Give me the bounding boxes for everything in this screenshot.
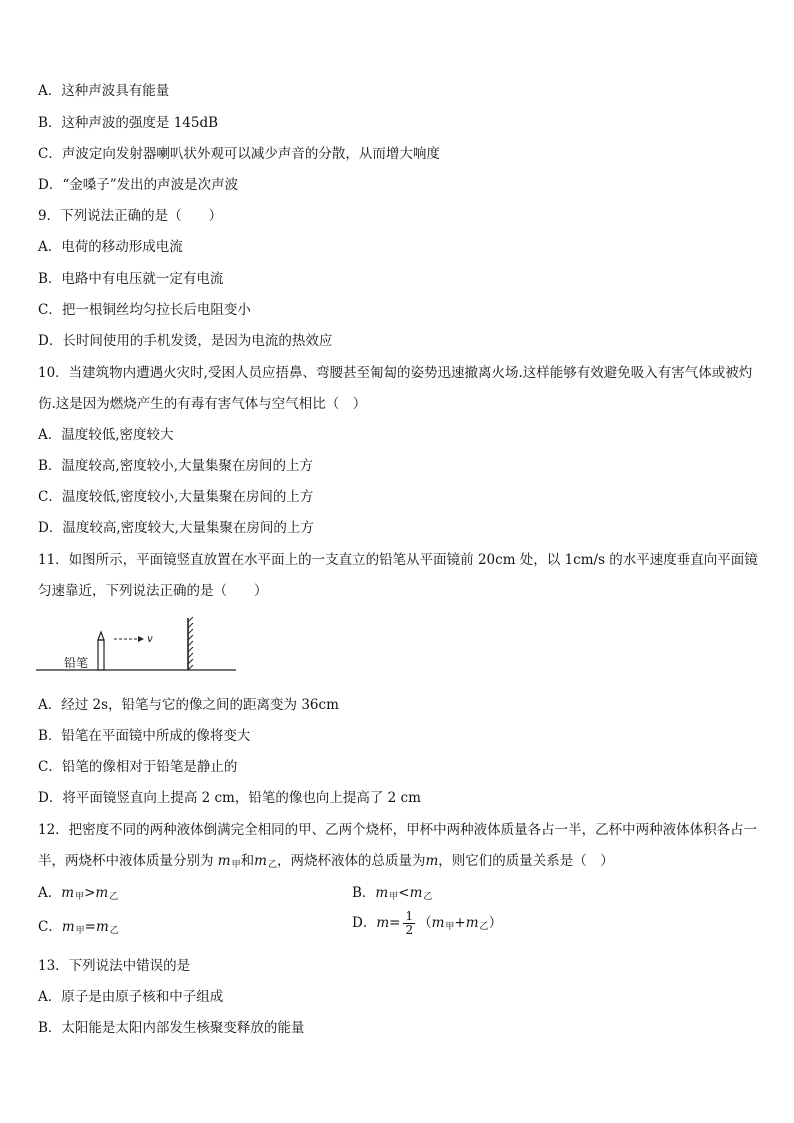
q8-option-c: C．声波定向发射器喇叭状外观可以减少声音的分散，从而增大响度: [38, 146, 440, 162]
q8-option-b: B．这种声波的强度是 145dB: [38, 115, 219, 131]
q12-option-a: A．$m_甲>m_乙$: [38, 885, 119, 902]
q9-option-c: C．把一根铜丝均匀拉长后电阻变小: [38, 302, 251, 318]
pencil-label: 铅笔: [64, 656, 89, 670]
pencil-shape: [98, 640, 104, 670]
q10-option-a: A．温度较低,密度较大: [38, 427, 174, 443]
q11-option-a: A．经过 2s，铅笔与它的像之间的距离变为 36cm: [38, 697, 339, 713]
q8-option-d: D．“金嗓子”发出的声波是次声波: [38, 177, 239, 193]
q12-options-row-1: [38, 884, 760, 906]
q10-stem: 10．当建筑物内遭遇火灾时,受困人员应捂鼻、弯腰甚至匍匐的姿势迅速撤离火场.这样能够有效避免吸入有害气体或被灼伤.这是因为燃烧产生的有毒有害气体与空气相比（ ）: [38, 365, 753, 412]
q8-option-a: A．这种声波具有能量: [38, 83, 170, 99]
q9-stem: 9．下列说法正确的是（ ）: [38, 208, 223, 224]
pencil-mirror-figure: [36, 614, 246, 684]
q11-stem: 11．如图所示，平面镜竖直放置在水平面上的一支直立的铅笔从平面镜前 20cm 处，以 1cm/s 的水平速度垂直向平面镜匀速靠近，下列说法正确的是（ ）: [38, 552, 758, 599]
q9-option-a: A．电荷的移动形成电流: [38, 239, 183, 255]
q10-option-d: D．温度较高,密度较大,大量集聚在房间的上方: [38, 520, 314, 536]
q13-option-b: B．太阳能是太阳内部发生核聚变释放的能量: [38, 1020, 305, 1036]
q11-option-b: B．铅笔在平面镜中所成的像将变大: [38, 728, 251, 744]
velocity-arrow-head: [138, 636, 144, 642]
q11-option-d: D．将平面镜竖直向上提高 2 cm，铅笔的像也向上提高了 2 cm: [38, 790, 421, 806]
q9-option-d: D．长时间使用的手机发烫，是因为电流的热效应: [38, 333, 333, 349]
q12-option-c: C．$m_甲=m_乙$: [38, 919, 119, 936]
q13-stem: 13．下列说法中错误的是: [38, 958, 191, 974]
q13-option-a: A．原子是由原子核和中子组成: [38, 989, 224, 1005]
q12-stem: 12．把密度不同的两种液体倒满完全相同的甲、乙两个烧杯，甲杯中两种液体质量各占一半，乙杯中两种液体体积各占一半，两烧杯中液体质量分别为 $m_甲$和$m_乙$，两烧杯液体的总质量为m，则它们的质量关系是（ ）: [38, 822, 758, 870]
pencil-mirror-diagram: [36, 614, 246, 684]
velocity-label: v: [147, 634, 153, 645]
q10-option-b: B．温度较高,密度较小,大量集聚在房间的上方: [38, 458, 314, 474]
q10-option-c: C．温度较低,密度较小,大量集聚在房间的上方: [38, 489, 314, 505]
one-half-fraction: $\frac{1}{2}$: [405, 909, 414, 937]
q12-option-b: B．$m_甲<m_乙$: [352, 885, 433, 902]
q12-options-row-2: [38, 909, 760, 940]
q9-option-b: B．电路中有电压就一定有电流: [38, 271, 224, 287]
q12-option-d: D．m= $\frac{1}{2}$ $(m_甲+m_乙)$: [352, 909, 503, 937]
pencil-tip: [98, 632, 104, 640]
q11-option-c: C．铅笔的像相对于铅笔是静止的: [38, 759, 238, 775]
